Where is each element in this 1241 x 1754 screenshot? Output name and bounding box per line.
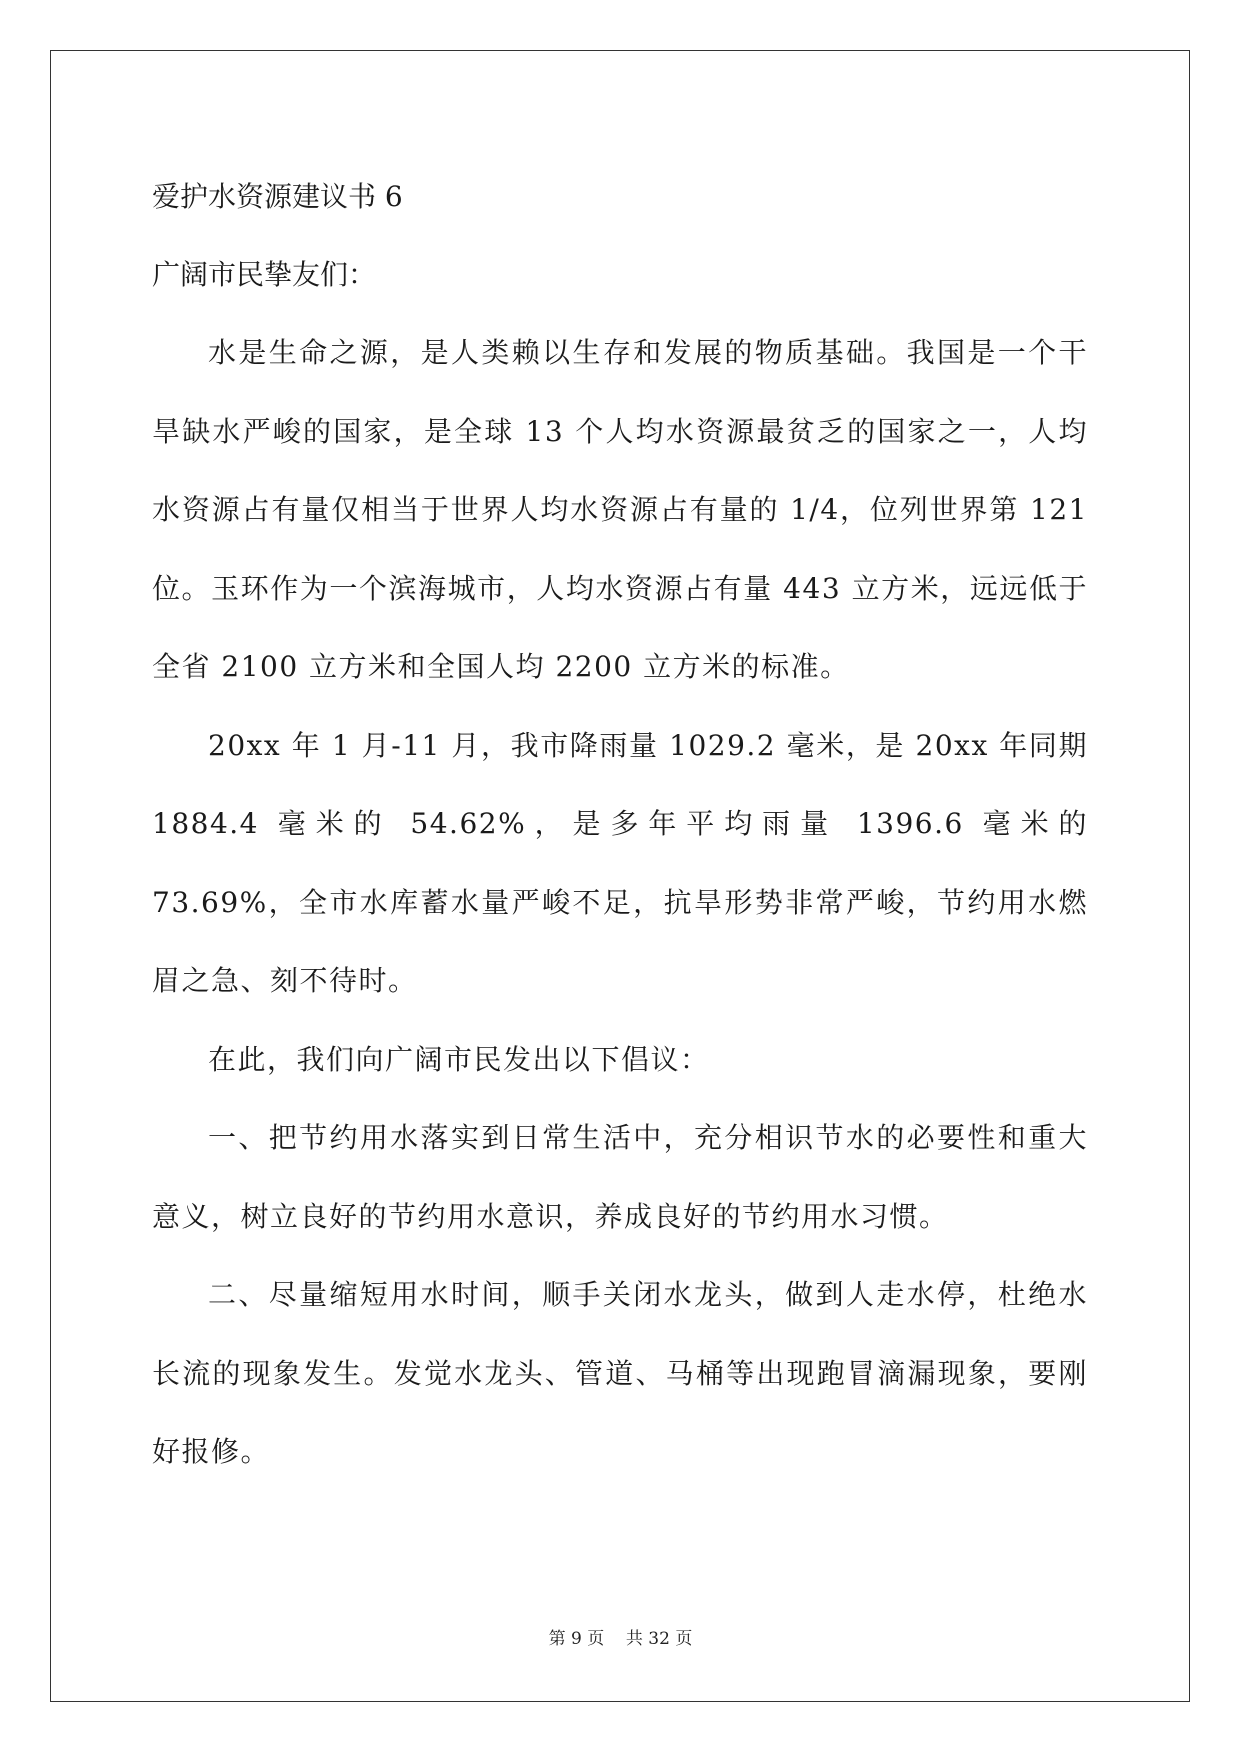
greeting: 广阔市民挚友们： xyxy=(152,258,377,291)
paragraph-proposal-intro: 在此，我们向广阔市民发出以下倡议： xyxy=(208,1042,710,1076)
paragraph-rainfall: 20xx 年 1 月-11 月，我市降雨量 1029.2 毫米，是 20xx 年同期 1884.4 毫米的 54.62%，是多年平均雨量 1396.6 毫米的 73.69%，全市水库蓄水量严峻不足，抗旱形势非常严峻，节约用水燃眉之急、刻不待时。 xyxy=(152,728,1088,997)
page-total: 共 32 页 xyxy=(625,1629,693,1649)
page-number: 第 9 页 xyxy=(548,1629,605,1649)
paragraph-proposal-2: 二、尽量缩短用水时间，顺手关闭水龙头，做到人走水停，杜绝水长流的现象发生。发觉水龙头、管道、马桶等出现跑冒滴漏现象，要刚好报修。 xyxy=(152,1278,1088,1468)
paragraph-proposal-1: 一、把节约用水落实到日常生活中，充分相识节水的必要性和重大意义，树立良好的节约用水意识，养成良好的节约用水习惯。 xyxy=(152,1121,1088,1233)
document-title: 爱护水资源建议书 6 xyxy=(152,180,403,213)
document-body xyxy=(152,158,1088,1492)
paragraph-water-importance: 水是生命之源，是人类赖以生存和发展的物质基础。我国是一个干旱缺水严峻的国家，是全球 13 个人均水资源最贫乏的国家之一，人均水资源占有量仅相当于世界人均水资源占有量的 1/4，位列世界第 121 位。玉环作为一个滨海城市，人均水资源占有量 443 立方米，远远低于全省 2100 立方米和全国人均 2200 立方米的标准。 xyxy=(152,336,1088,683)
page-footer xyxy=(0,1624,1241,1649)
